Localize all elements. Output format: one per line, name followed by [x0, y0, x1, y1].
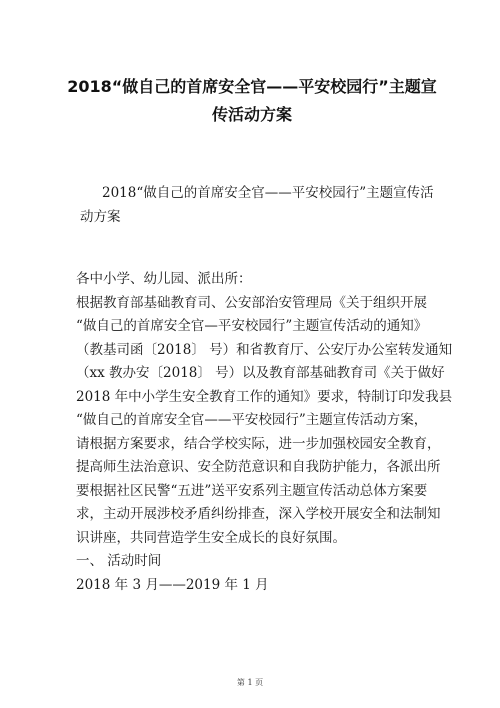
document-title: 2018“做自己的首席安全官——平安校园行”主题宣传活动方案 [67, 77, 437, 124]
body-line: 要根据社区民警“五进”送平安系列主题宣传活动总体方案要 [76, 482, 428, 499]
body-line: （教基司函〔2018〕 号）和省教育厅、公安厅办公室转发通知 [76, 341, 453, 358]
body-line: 各中小学、幼儿园、派出所： [76, 271, 252, 287]
section-heading: 一、 活动时间 [76, 553, 162, 569]
body-line: 2018 年 3 月——2019 年 1 月 [76, 576, 269, 593]
page-number: 第 1 页 [236, 678, 264, 687]
body-line: 根据教育部基础教育司、公安部治安管理局《关于组织开展 [76, 294, 427, 311]
body-line: “做自己的首席安全官—平安校园行”主题宣传活动的通知》 [76, 318, 428, 334]
document-body [76, 268, 453, 597]
body-line: 提高师生法治意识、安全防范意识和自我防护能力，各派出所 [76, 459, 441, 475]
body-line: （xx 教办安〔2018〕 号）以及教育部基础教育司《关于做好 [76, 365, 445, 381]
body-line: 2018 年中小学生安全教育工作的通知》要求，特制订印发我县 [76, 388, 453, 405]
document-subtitle: 2018“做自己的首席安全官——平安校园行”主题宣传活动方案 [80, 185, 434, 225]
body-line: 请根据方案要求，结合学校实际，进一步加强校园安全教育， [76, 435, 441, 452]
body-line: “做自己的首席安全官——平安校园行”主题宣传活动方案， [76, 412, 428, 428]
body-line: 求，主动开展涉校矛盾纠纷排查，深入学校开展安全和法制知 [76, 506, 441, 522]
body-line: 识讲座，共同营造学生安全成长的良好氛围。 [76, 529, 346, 546]
